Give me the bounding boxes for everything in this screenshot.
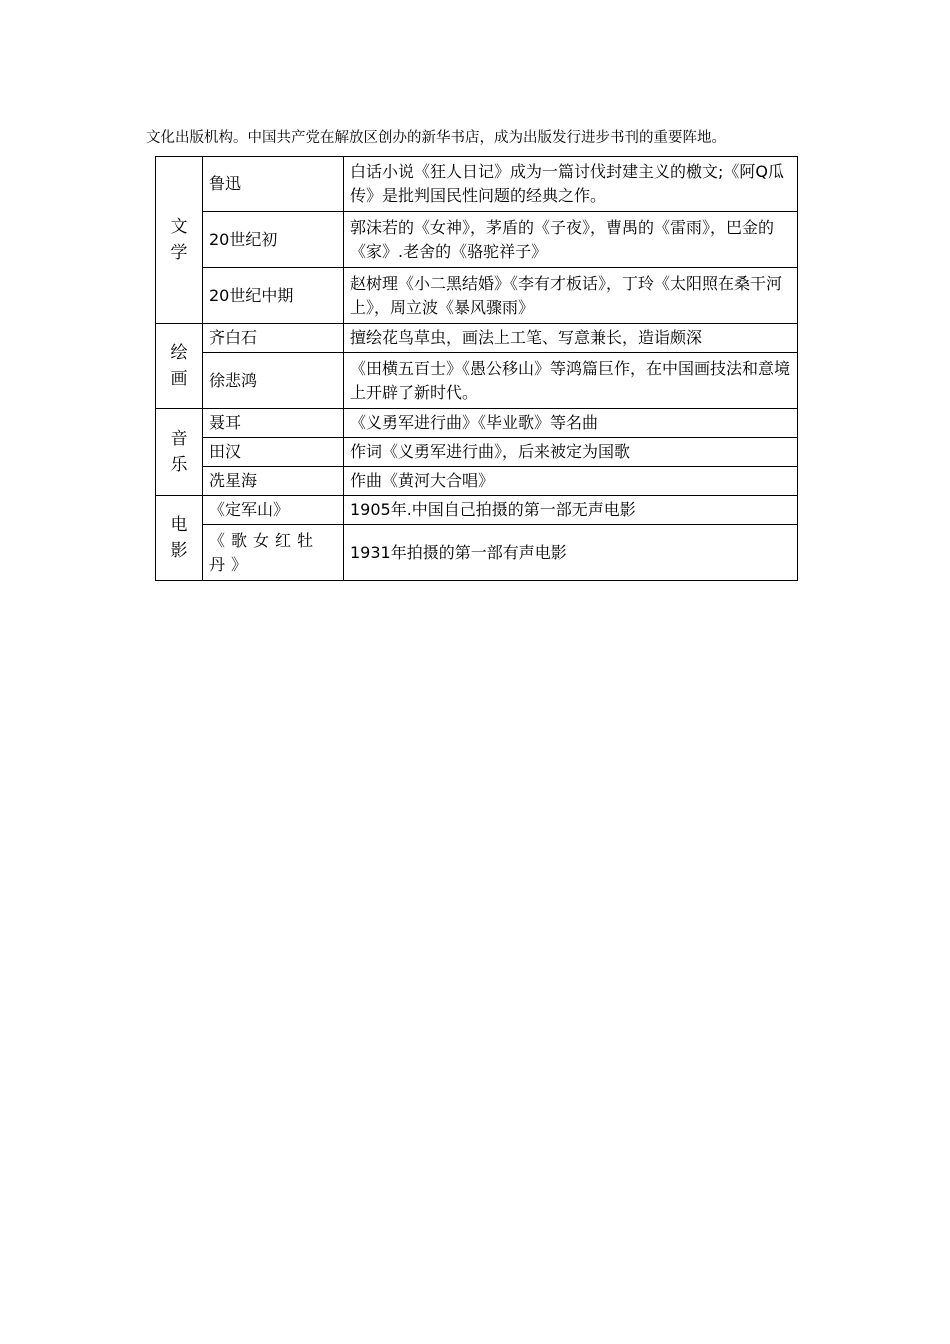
row-name: 聂耳 [203,409,344,438]
category-literature: 文学 [156,157,203,324]
table-row [156,467,798,496]
row-desc: 1931年拍摄的第一部有声电影 [344,525,798,581]
row-name: 冼星海 [203,467,344,496]
row-desc: 《田横五百士》《愚公移山》等鸿篇巨作，在中国画技法和意境上开辟了新时代。 [344,353,798,409]
row-desc: 《义勇军进行曲》《毕业歌》等名曲 [344,409,798,438]
row-name: 《歌女红牡丹》 [203,525,344,581]
table-row [156,525,798,581]
category-music: 音乐 [156,409,203,496]
row-name: 《定军山》 [203,496,344,525]
row-name: 田汉 [203,438,344,467]
table-row [156,157,798,212]
category-painting: 绘画 [156,324,203,409]
category-film: 电影 [156,496,203,581]
row-desc: 作曲《黄河大合唱》 [344,467,798,496]
row-desc: 赵树理《小二黑结婚》《李有才板话》，丁玲《太阳照在桑干河上》，周立波《暴风骤雨》 [344,268,798,324]
table-row [156,409,798,438]
row-desc: 白话小说《狂人日记》成为一篇讨伐封建主义的檄文;《阿Q瓜传》是批判国民性问题的经典之作。 [344,157,798,212]
row-name: 徐悲鸿 [203,353,344,409]
row-desc: 郭沫若的《女神》，茅盾的《子夜》，曹禺的《雷雨》，巴金的《家》.老舍的《骆驼祥子》 [344,212,798,268]
row-name: 齐白石 [203,324,344,353]
table-row [156,324,798,353]
row-name: 鲁迅 [203,157,344,212]
row-desc: 擅绘花鸟草虫，画法上工笔、写意兼长，造诣颇深 [344,324,798,353]
row-desc: 作词《义勇军进行曲》，后来被定为国歌 [344,438,798,467]
intro-paragraph: 文化出版机构。中国共产党在解放区创办的新华书店，成为出版发行进步书刊的重要阵地。 [146,130,726,146]
row-name: 20世纪初 [203,212,344,268]
table-row [156,496,798,525]
row-desc: 1905年.中国自己拍摄的第一部无声电影 [344,496,798,525]
row-name: 20世纪中期 [203,268,344,324]
table-row [156,353,798,409]
table-row [156,212,798,268]
table-row [156,268,798,324]
table-row [156,438,798,467]
culture-table [155,156,798,581]
